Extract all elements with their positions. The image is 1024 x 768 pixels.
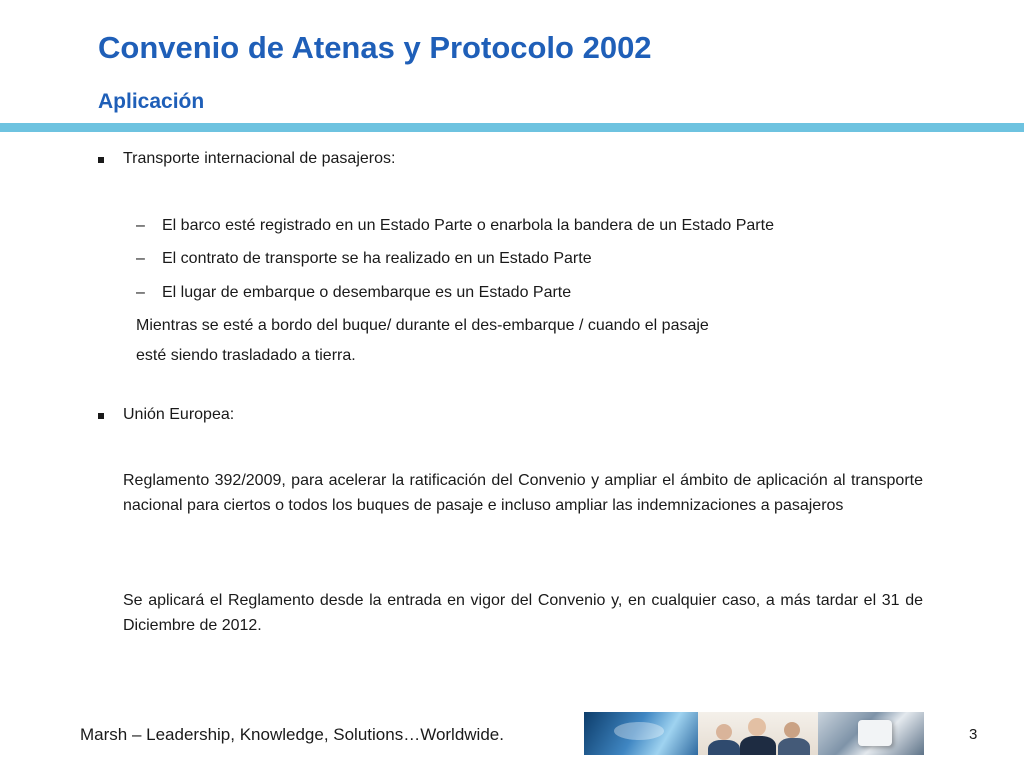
footer-tagline: Marsh – Leadership, Knowledge, Solutions…Worldwide. (80, 725, 504, 744)
dash-icon: – (136, 217, 145, 234)
paragraph-regulation: Reglamento 392/2009, para acelerar la ratificación del Convenio y ampliar el ámbito de aplicación al transporte nacional para ciertos o todos los buques de pasaje e incluso ampliar las indemnizaciones a pasajeros (123, 472, 923, 514)
paragraph-application-date: Se aplicará el Reglamento desde la entrada en vigor del Convenio y, en cualquier caso, a más tardar el 31 de Diciembre de 2012. (123, 592, 923, 634)
note-line: Mientras se esté a bordo del buque/ durante el des-embarque / cuando el pasaje (136, 317, 709, 334)
page-subtitle: Aplicación (98, 90, 205, 113)
bullet-square-icon (98, 157, 104, 163)
bullet-square-icon (98, 413, 104, 419)
list-item: El contrato de transporte se ha realizado en un Estado Parte (162, 250, 592, 267)
dash-icon: – (136, 284, 145, 301)
list-item: El lugar de embarque o desembarque es un Estado Parte (162, 284, 572, 301)
section-heading-transport: Transporte internacional de pasajeros: (123, 150, 396, 167)
page-title: Convenio de Atenas y Protocolo 2002 (98, 30, 652, 65)
list-item: El barco esté registrado en un Estado Parte o enarbola la bandera de un Estado Parte (162, 217, 774, 234)
header-rule (0, 123, 1024, 132)
puzzle-image (818, 712, 924, 755)
page-number: 3 (969, 726, 978, 743)
footer-image-strip (584, 712, 924, 755)
note-line: esté siendo trasladado a tierra. (136, 347, 356, 364)
dash-icon: – (136, 250, 145, 267)
business-people-image (698, 712, 818, 755)
globe-image (584, 712, 698, 755)
section-heading-eu: Unión Europea: (123, 406, 235, 423)
